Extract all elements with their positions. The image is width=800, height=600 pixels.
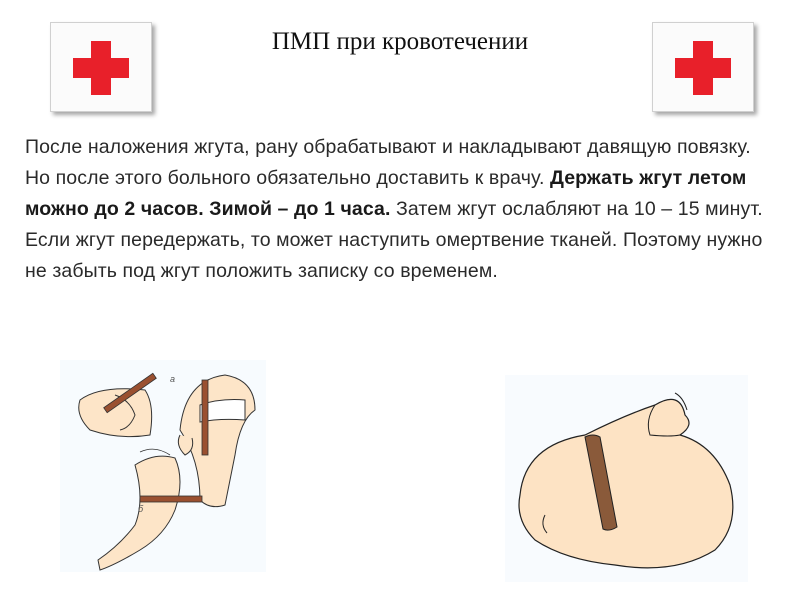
bent-arm-image <box>505 375 748 582</box>
tourniquet-steps-image <box>60 360 266 572</box>
bent-arm-tourniquet-illustration <box>505 375 748 582</box>
svg-text:а: а <box>170 374 176 384</box>
red-cross-icon <box>653 23 753 111</box>
body-text <box>25 132 785 287</box>
tourniquet-steps-illustration <box>60 360 266 572</box>
paragraph-2 <box>25 163 785 287</box>
svg-text:б: б <box>138 504 144 514</box>
paragraph-2-intro: Но после этого больного обязательно доставить к врачу. <box>25 167 550 189</box>
red-cross-logo-right <box>652 22 754 112</box>
page-title: ПМП при кровотечении <box>271 28 529 55</box>
paragraph-2-bold: Держать жгут летом можно до 2 часов. Зимой – до 1 часа. <box>25 167 747 220</box>
paragraph-1: После наложения жгута, рану обрабатывают и накладывают давящую повязку. <box>25 136 751 158</box>
paragraph-2-tail: Затем жгут ослабляют на 10 – 15 минут. Если жгут передержать, то может наступить омертвение тканей. Поэтому нужно не забыть под жгут положить записку со временем. <box>25 198 763 282</box>
